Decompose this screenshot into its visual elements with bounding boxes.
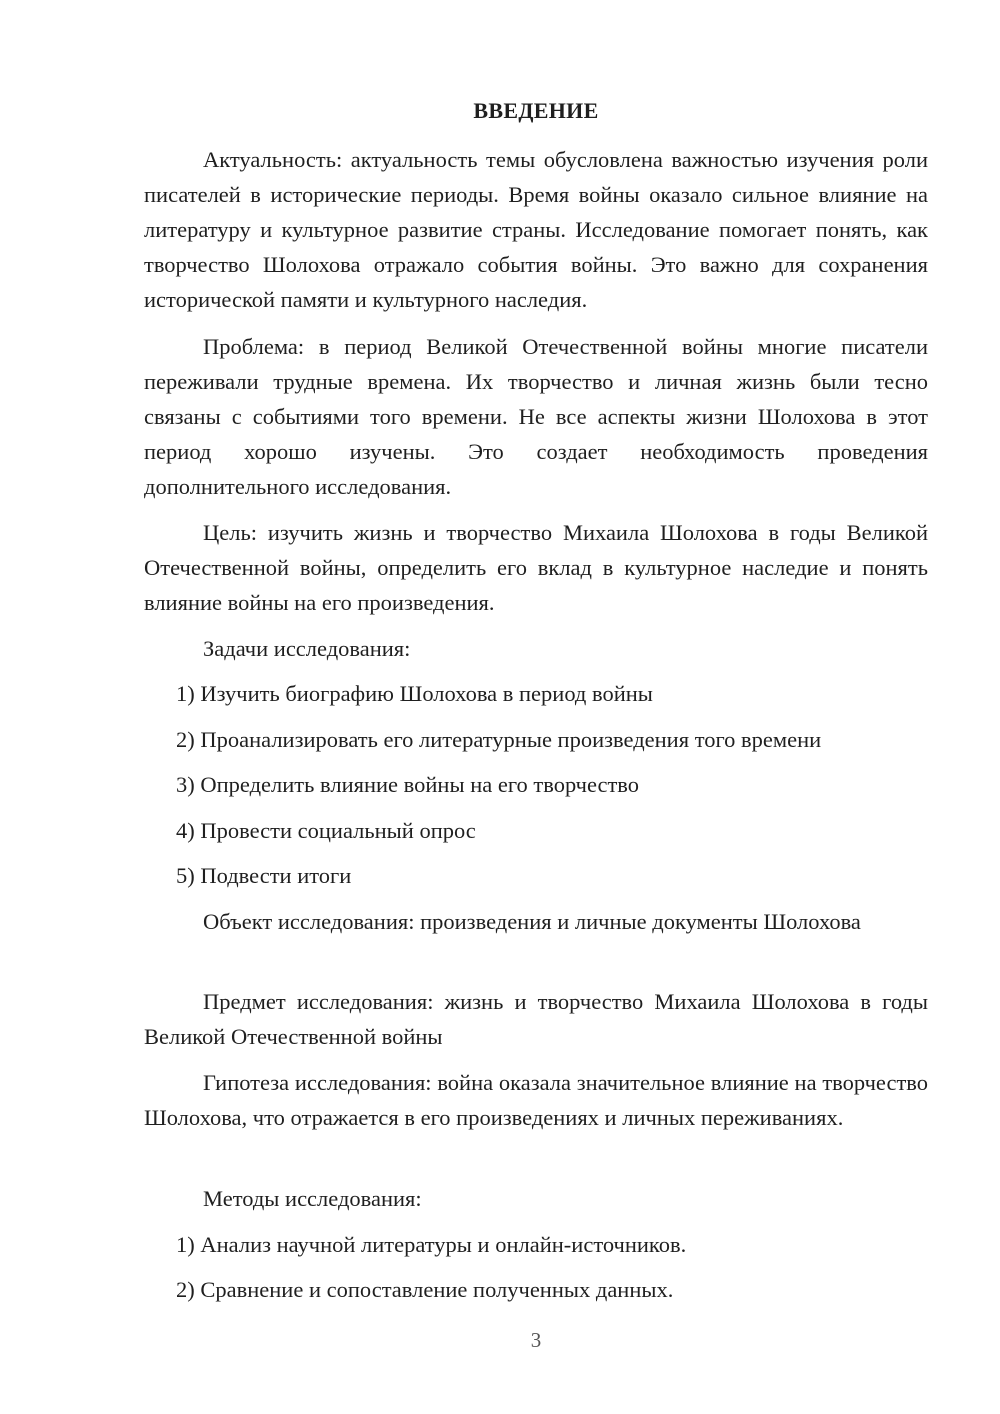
object-paragraph: Объект исследования: произведения и личные документы Шолохова [203, 909, 861, 934]
task-item: 3) Определить влияние войны на его творчество [176, 772, 640, 797]
task-item: 2) Проанализировать его литературные произведения того времени [176, 727, 822, 752]
tasks-title: Задачи исследования: [203, 636, 411, 661]
section-heading: ВВЕДЕНИЕ [473, 98, 599, 123]
page-number: 3 [530, 1328, 542, 1352]
task-item: 5) Подвести итоги [176, 863, 352, 888]
relevance-paragraph: Актуальность: актуальность темы обусловлена важностью изучения роли писателей в исторические периоды. Время войны оказало сильное влияние на литературу и культурное развитие страны. Исследование помогает понять, как творчество Шолохова отражало события войны. Это важно для сохранения исторической памяти и культурного наследия. [144, 147, 928, 312]
subject-paragraph: Предмет исследования: жизнь и творчество Михаила Шолохова в годы Великой Отечественной войны [144, 989, 928, 1049]
goal-paragraph: Цель: изучить жизнь и творчество Михаила Шолохова в годы Великой Отечественной войны, определить его вклад в культурное наследие и понять влияние войны на его произведения. [144, 520, 928, 615]
methods-title: Методы исследования: [203, 1186, 422, 1211]
task-item: 1) Изучить биографию Шолохова в период войны [176, 681, 653, 706]
method-item: 2) Сравнение и сопоставление полученных данных. [176, 1277, 674, 1302]
task-item: 4) Провести социальный опрос [176, 818, 476, 843]
method-item: 1) Анализ научной литературы и онлайн-источников. [176, 1232, 687, 1257]
hypothesis-paragraph: Гипотеза исследования: война оказала значительное влияние на творчество Шолохова, что отражается в его произведениях и личных переживаниях. [144, 1070, 928, 1130]
problem-paragraph: Проблема: в период Великой Отечественной войны многие писатели переживали трудные времена. Их творчество и личная жизнь были тесно связаны с событиями того времени. Не все аспекты жизни Шолохова в этот период хорошо изучены. Это создает необходимость проведения дополнительного исследования. [144, 334, 928, 499]
